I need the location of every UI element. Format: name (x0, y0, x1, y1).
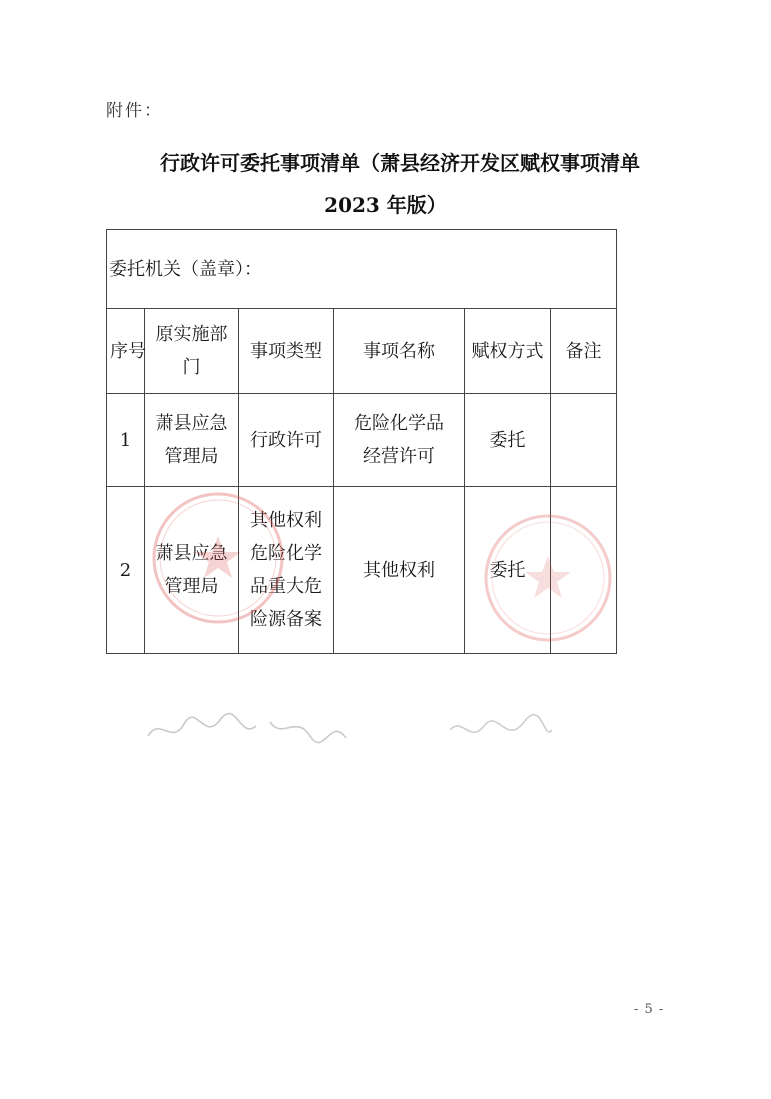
row-department: 萧县应急管理局 (145, 487, 239, 654)
row-serial: 1 (107, 394, 145, 487)
row-serial: 2 (107, 487, 145, 654)
row-item-name: 其他权利 (334, 487, 465, 654)
row-item-type: 行政许可 (239, 394, 334, 487)
column-header-department: 原实施部门 (145, 309, 239, 394)
row-method: 委托 (465, 394, 551, 487)
delegation-items-table (106, 229, 617, 654)
table-header-row (107, 309, 617, 394)
column-header-method: 赋权方式 (465, 309, 551, 394)
column-header-remarks: 备注 (551, 309, 617, 394)
row-remarks (551, 394, 617, 487)
page-number: - 5 - (634, 1002, 665, 1017)
row-item-name: 危险化学品经营许可 (334, 394, 465, 487)
column-header-item-name: 事项名称 (334, 309, 465, 394)
row-method: 委托 (465, 487, 551, 654)
delegating-agency-cell (107, 230, 617, 309)
row-item-type: 其他权利危险化学品重大危险源备案 (239, 487, 334, 654)
row-department: 萧县应急管理局 (145, 394, 239, 487)
document-title-line2: 2023 年版） (324, 193, 447, 217)
row-remarks (551, 487, 617, 654)
attachment-label: 附件： (106, 101, 163, 121)
table-row (107, 487, 617, 654)
table-row (107, 394, 617, 487)
column-header-serial: 序号 (107, 309, 145, 394)
delegating-agency-label: 委托机关（盖章）： (109, 258, 262, 280)
handwritten-signature (140, 696, 560, 766)
column-header-item-type: 事项类型 (239, 309, 334, 394)
document-title-line1: 行政许可委托事项清单（萧县经济开发区赋权事项清单 (160, 151, 640, 175)
